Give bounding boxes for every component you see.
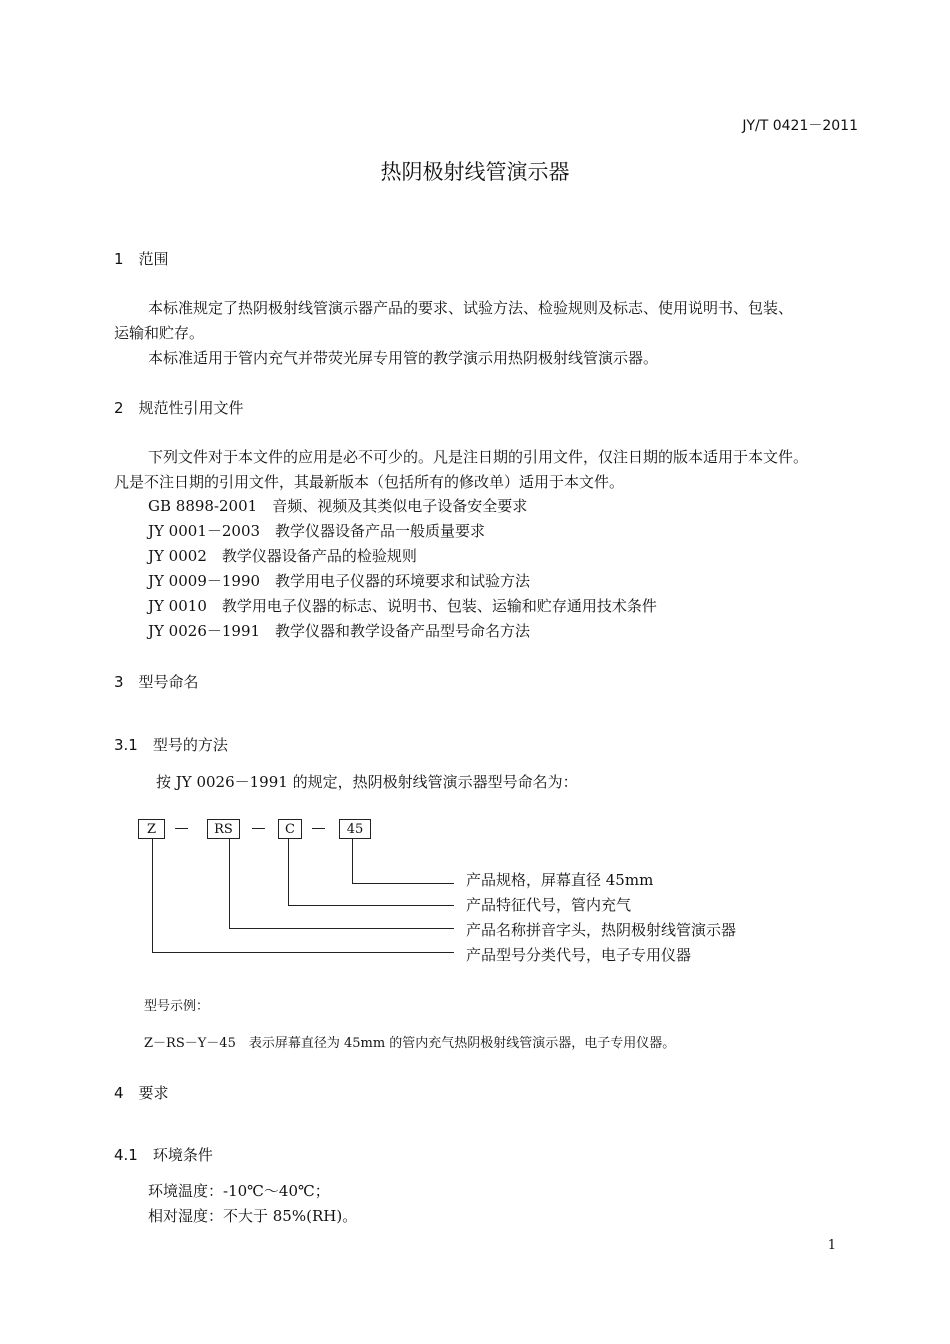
section-1-paragraph-2: 本标准适用于管内充气并带荧光屏专用管的教学演示用热阴极射线管演示器。 [148, 349, 659, 367]
connector-line-c-horizontal [288, 905, 454, 906]
dash-separator [312, 828, 325, 829]
label-spec: 产品规格，屏幕直径 45mm [466, 871, 654, 889]
reference-item: JY 0001－2003 教学仪器设备产品一般质量要求 [148, 522, 486, 540]
label-product-name: 产品名称拼音字头，热阴极射线管演示器 [466, 921, 737, 939]
connector-line-z-vertical [152, 839, 153, 953]
section-1-paragraph-1-line-2: 运输和贮存。 [114, 324, 205, 342]
connector-line-rs-horizontal [229, 928, 454, 929]
connector-line-45-vertical [352, 839, 353, 884]
reference-item: GB 8898-2001 音频、视频及其类似电子设备安全要求 [148, 497, 528, 515]
model-example-text: Z－RS－Y－45 表示屏幕直径为 45mm 的管内充气热阴极射线管演示器，电子专用仪器。 [144, 1036, 676, 1051]
connector-line-45-horizontal [352, 883, 454, 884]
page-number: 1 [827, 1238, 836, 1253]
page-title: 热阴极射线管演示器 [380, 160, 570, 184]
dash-separator [252, 828, 265, 829]
header-code: JY/T 0421－2011 [742, 118, 858, 134]
reference-item: JY 0002 教学仪器设备产品的检验规则 [148, 547, 417, 565]
model-box-c: C [278, 819, 302, 839]
section-1-heading: 1 范围 [114, 250, 169, 268]
section-4-1-heading: 4.1 环境条件 [114, 1146, 213, 1164]
reference-item: JY 0010 教学用电子仪器的标志、说明书、包装、运输和贮存通用技术条件 [148, 597, 657, 615]
dash-separator [175, 828, 188, 829]
section-3-heading: 3 型号命名 [114, 673, 199, 691]
relative-humidity: 相对湿度：不大于 85%(RH)。 [148, 1207, 358, 1225]
section-3-1-heading: 3.1 型号的方法 [114, 736, 228, 754]
label-classification: 产品型号分类代号，电子专用仪器 [466, 946, 692, 964]
reference-item: JY 0026－1991 教学仪器和教学设备产品型号命名方法 [148, 622, 531, 640]
connector-line-c-vertical [288, 839, 289, 906]
label-feature: 产品特征代号，管内充气 [466, 896, 632, 914]
model-box-rs: RS [207, 819, 240, 839]
section-1-paragraph-1-line-1: 本标准规定了热阴极射线管演示器产品的要求、试验方法、检验规则及标志、使用说明书、包装、 [148, 299, 794, 317]
model-example-title: 型号示例： [144, 999, 210, 1014]
section-3-1-intro: 按 JY 0026－1991 的规定，热阴极射线管演示器型号命名为： [156, 773, 578, 791]
connector-line-z-horizontal [152, 952, 454, 953]
reference-item: JY 0009－1990 教学用电子仪器的环境要求和试验方法 [148, 572, 531, 590]
section-2-paragraph-line-1: 下列文件对于本文件的应用是必不可少的。凡是注日期的引用文件，仅注日期的版本适用于本文件。 [148, 448, 809, 466]
model-box-z: Z [138, 819, 165, 839]
section-2-heading: 2 规范性引用文件 [114, 399, 244, 417]
section-2-paragraph-line-2: 凡是不注日期的引用文件，其最新版本（包括所有的修改单）适用于本文件。 [114, 473, 625, 491]
connector-line-rs-vertical [229, 839, 230, 929]
environment-temperature: 环境温度：-10℃～40℃； [148, 1182, 330, 1200]
section-4-heading: 4 要求 [114, 1084, 169, 1102]
model-box-45: 45 [339, 819, 371, 839]
